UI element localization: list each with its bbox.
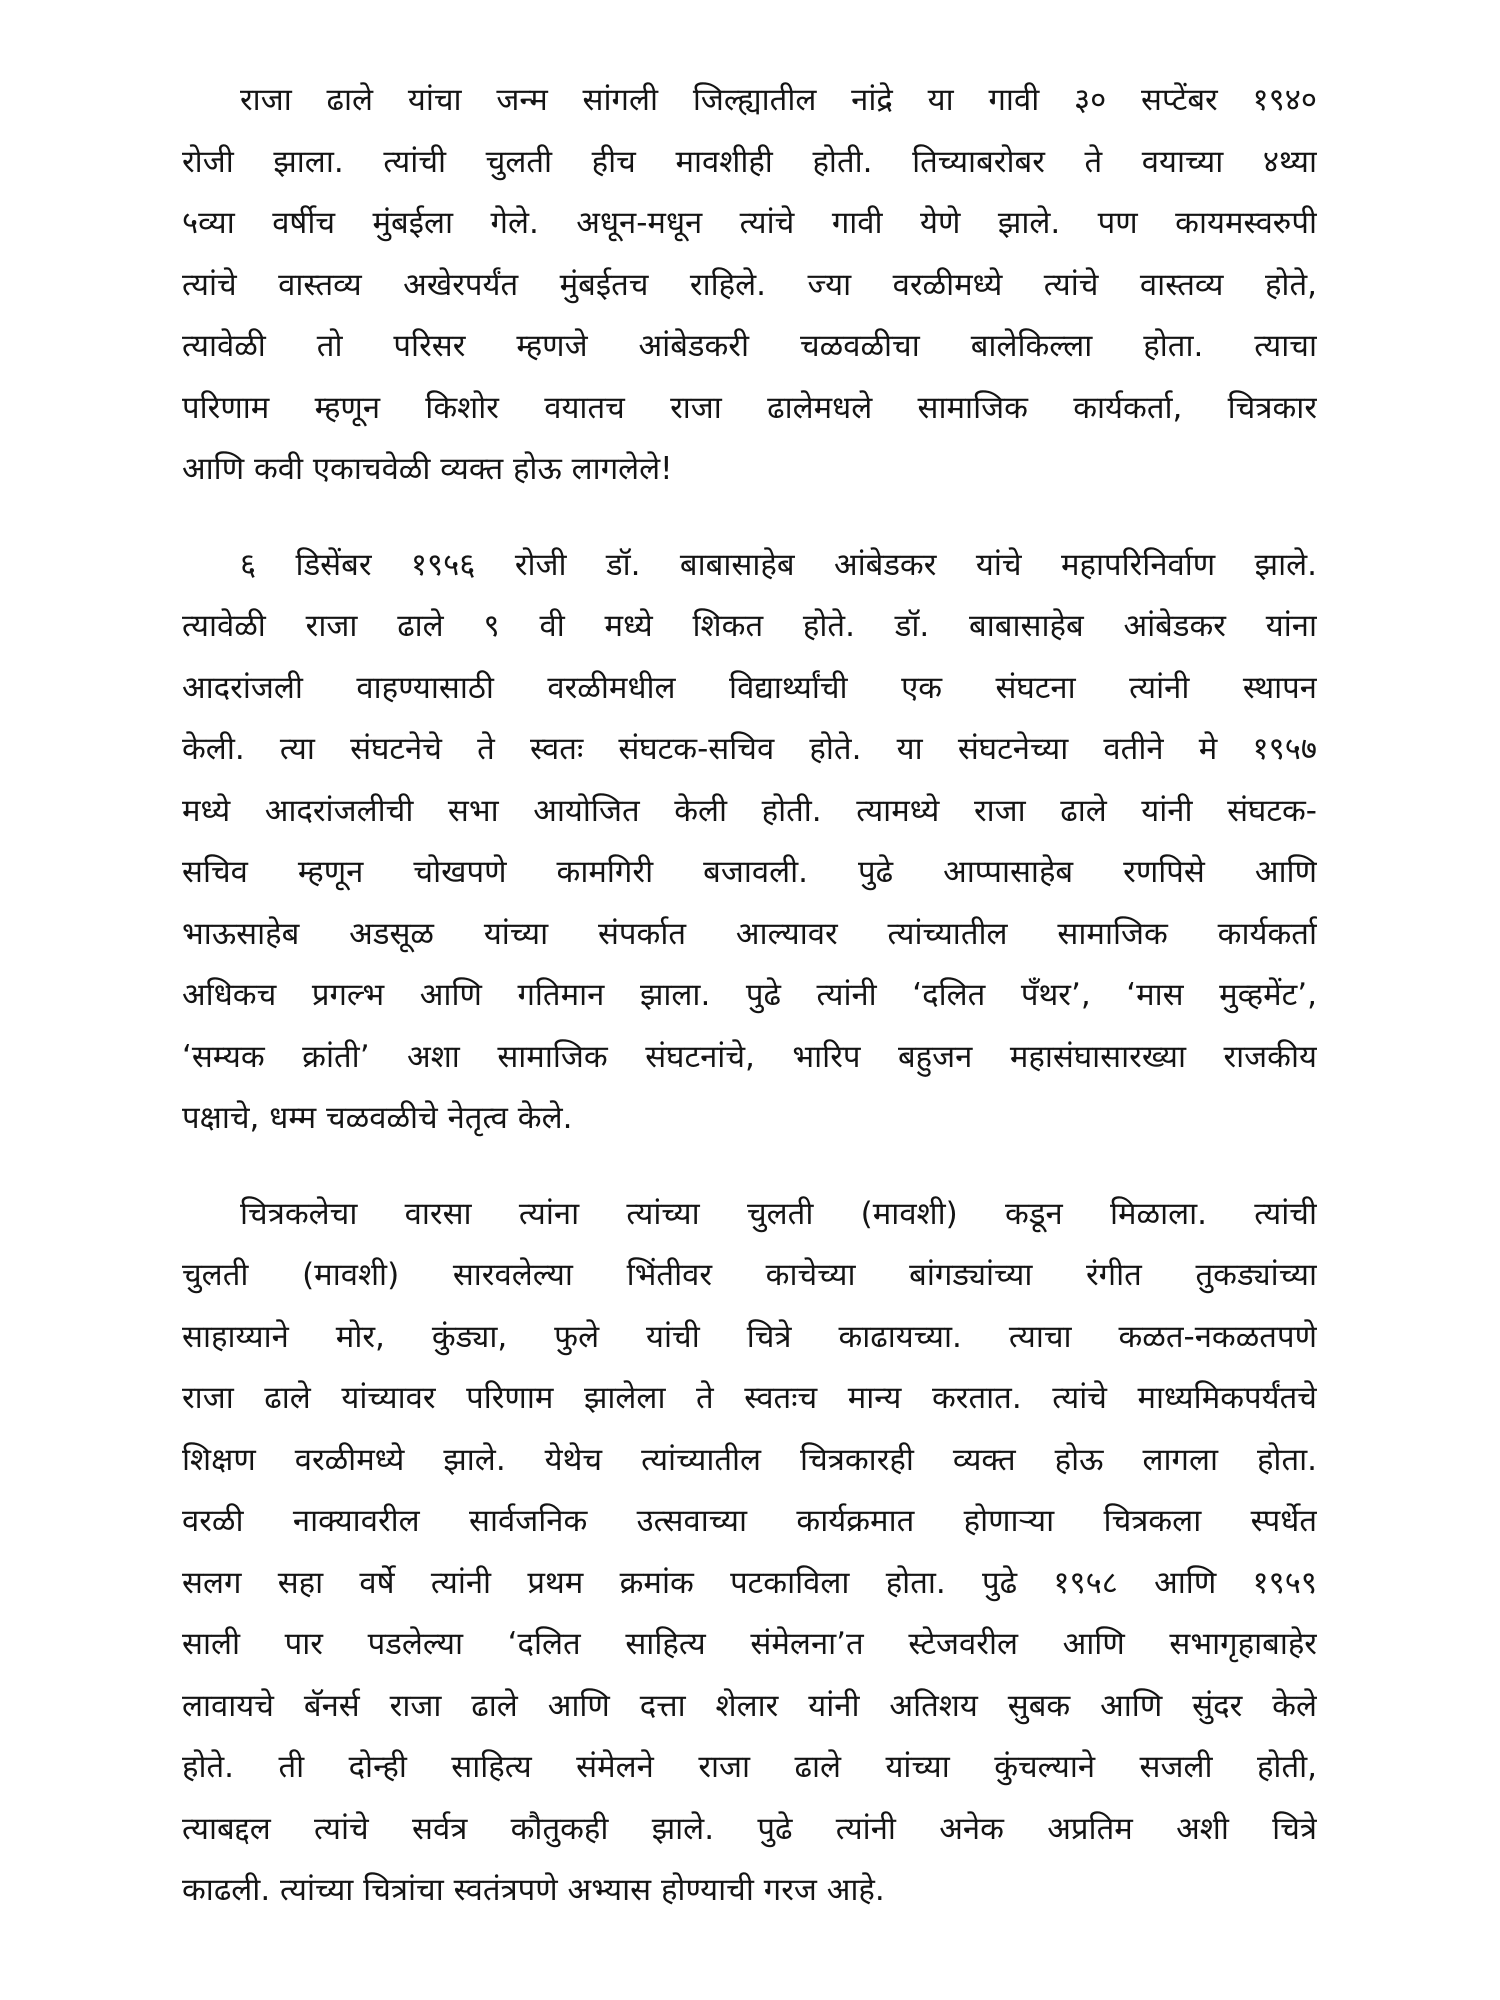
text-line: त्यावेळी राजा ढाले ९ वी मध्ये शिकत होते. डॉ. बाबासाहेब आंबेडकर यांना <box>182 608 1317 644</box>
text-line: सलग सहा वर्षे त्यांनी प्रथम क्रमांक पटकाविला होता. पुढे १९५८ आणि १९५९ <box>182 1564 1317 1601</box>
paragraph-art <box>182 1184 1317 1922</box>
document-page <box>182 70 1317 1950</box>
text-line: शिक्षण वरळीमध्ये झाले. येथेच त्यांच्यातील चित्रकारही व्यक्त होऊ लागला होता. <box>182 1441 1317 1478</box>
text-line: चुलती (मावशी) सारवलेल्या भिंतीवर काचेच्या बांगड्यांच्या रंगीत तुकड्यांच्या <box>182 1257 1317 1293</box>
text-line: काढली. त्यांच्या चित्रांचा स्वतंत्रपणे अभ्यास होण्याची गरज आहे. <box>182 1872 885 1908</box>
text-line: राजा ढाले यांचा जन्म सांगली जिल्ह्यातील नांद्रे या गावी ३० सप्टेंबर १९४० <box>240 82 1317 118</box>
text-line: आणि कवी एकाचवेळी व्यक्त होऊ लागलेले! <box>182 451 673 487</box>
text-line: वरळी नाक्यावरील सार्वजनिक उत्सवाच्या कार्यक्रमात होणाऱ्या चित्रकला स्पर्धेत <box>182 1503 1317 1539</box>
text-line: सचिव म्हणून चोखपणे कामगिरी बजावली. पुढे आप्पासाहेब रणपिसे आणि <box>182 854 1317 890</box>
text-line: साहाय्याने मोर, कुंड्या, फुले यांची चित्रे काढायच्या. त्याचा कळत-नकळतपणे <box>182 1318 1317 1355</box>
text-line: मध्ये आदरांजलीची सभा आयोजित केली होती. त्यामध्ये राजा ढाले यांनी संघटक- <box>182 792 1317 829</box>
text-line: पक्षाचे, धम्म चळवळीचे नेतृत्व केले. <box>182 1100 573 1136</box>
paragraph-activism <box>182 535 1317 1150</box>
text-line: रोजी झाला. त्यांची चुलती हीच मावशीही होती. तिच्याबरोबर ते वयाच्या ४थ्या <box>182 143 1317 180</box>
text-line: साली पार पडलेल्या ‘दलित साहित्य संमेलना’त स्टेजवरील आणि सभागृहाबाहेर <box>182 1626 1317 1662</box>
text-line: ‘सम्यक क्रांती’ अशा सामाजिक संघटनांचे, भारिप बहुजन महासंघासारख्या राजकीय <box>182 1038 1317 1075</box>
text-line: परिणाम म्हणून किशोर वयातच राजा ढालेमधले सामाजिक कार्यकर्ता, चित्रकार <box>182 389 1317 426</box>
text-line: ५व्या वर्षीच मुंबईला गेले. अधून-मधून त्यांचे गावी येणे झाले. पण कायमस्वरुपी <box>182 205 1317 241</box>
text-line: त्यावेळी तो परिसर म्हणजे आंबेडकरी चळवळीचा बालेकिल्ला होता. त्याचा <box>182 328 1317 364</box>
text-line: त्यांचे वास्तव्य अखेरपर्यंत मुंबईतच राहिले. ज्या वरळीमध्ये त्यांचे वास्तव्य होते, <box>182 266 1317 303</box>
text-line: अधिकच प्रगल्भ आणि गतिमान झाला. पुढे त्यांनी ‘दलित पँथर’, ‘मास मुव्हमेंट’, <box>182 977 1317 1013</box>
text-line: लावायचे बॅनर्स राजा ढाले आणि दत्ता शेलार यांनी अतिशय सुबक आणि सुंदर केले <box>182 1687 1317 1724</box>
text-line: भाऊसाहेब अडसूळ यांच्या संपर्कात आल्यावर त्यांच्यातील सामाजिक कार्यकर्ता <box>182 915 1317 952</box>
text-line: राजा ढाले यांच्यावर परिणाम झालेला ते स्वतःच मान्य करतात. त्यांचे माध्यमिकपर्यंतचे <box>182 1380 1317 1416</box>
text-line: केली. त्या संघटनेचे ते स्वतः संघटक-सचिव होते. या संघटनेच्या वतीने मे १९५७ <box>182 731 1317 767</box>
text-line: होते. ती दोन्ही साहित्य संमेलने राजा ढाले यांच्या कुंचल्याने सजली होती, <box>182 1749 1317 1785</box>
text-line: आदरांजली वाहण्यासाठी वरळीमधील विद्यार्थ्यांची एक संघटना त्यांनी स्थापन <box>182 669 1317 706</box>
text-line: त्याबद्दल त्यांचे सर्वत्र कौतुकही झाले. पुढे त्यांनी अनेक अप्रतिम अशी चित्रे <box>182 1810 1317 1847</box>
paragraph-birth <box>182 70 1317 501</box>
text-line: चित्रकलेचा वारसा त्यांना त्यांच्या चुलती (मावशी) कडून मिळाला. त्यांची <box>240 1195 1317 1232</box>
text-line: ६ डिसेंबर १९५६ रोजी डॉ. बाबासाहेब आंबेडकर यांचे महापरिनिर्वाण झाले. <box>240 546 1317 583</box>
